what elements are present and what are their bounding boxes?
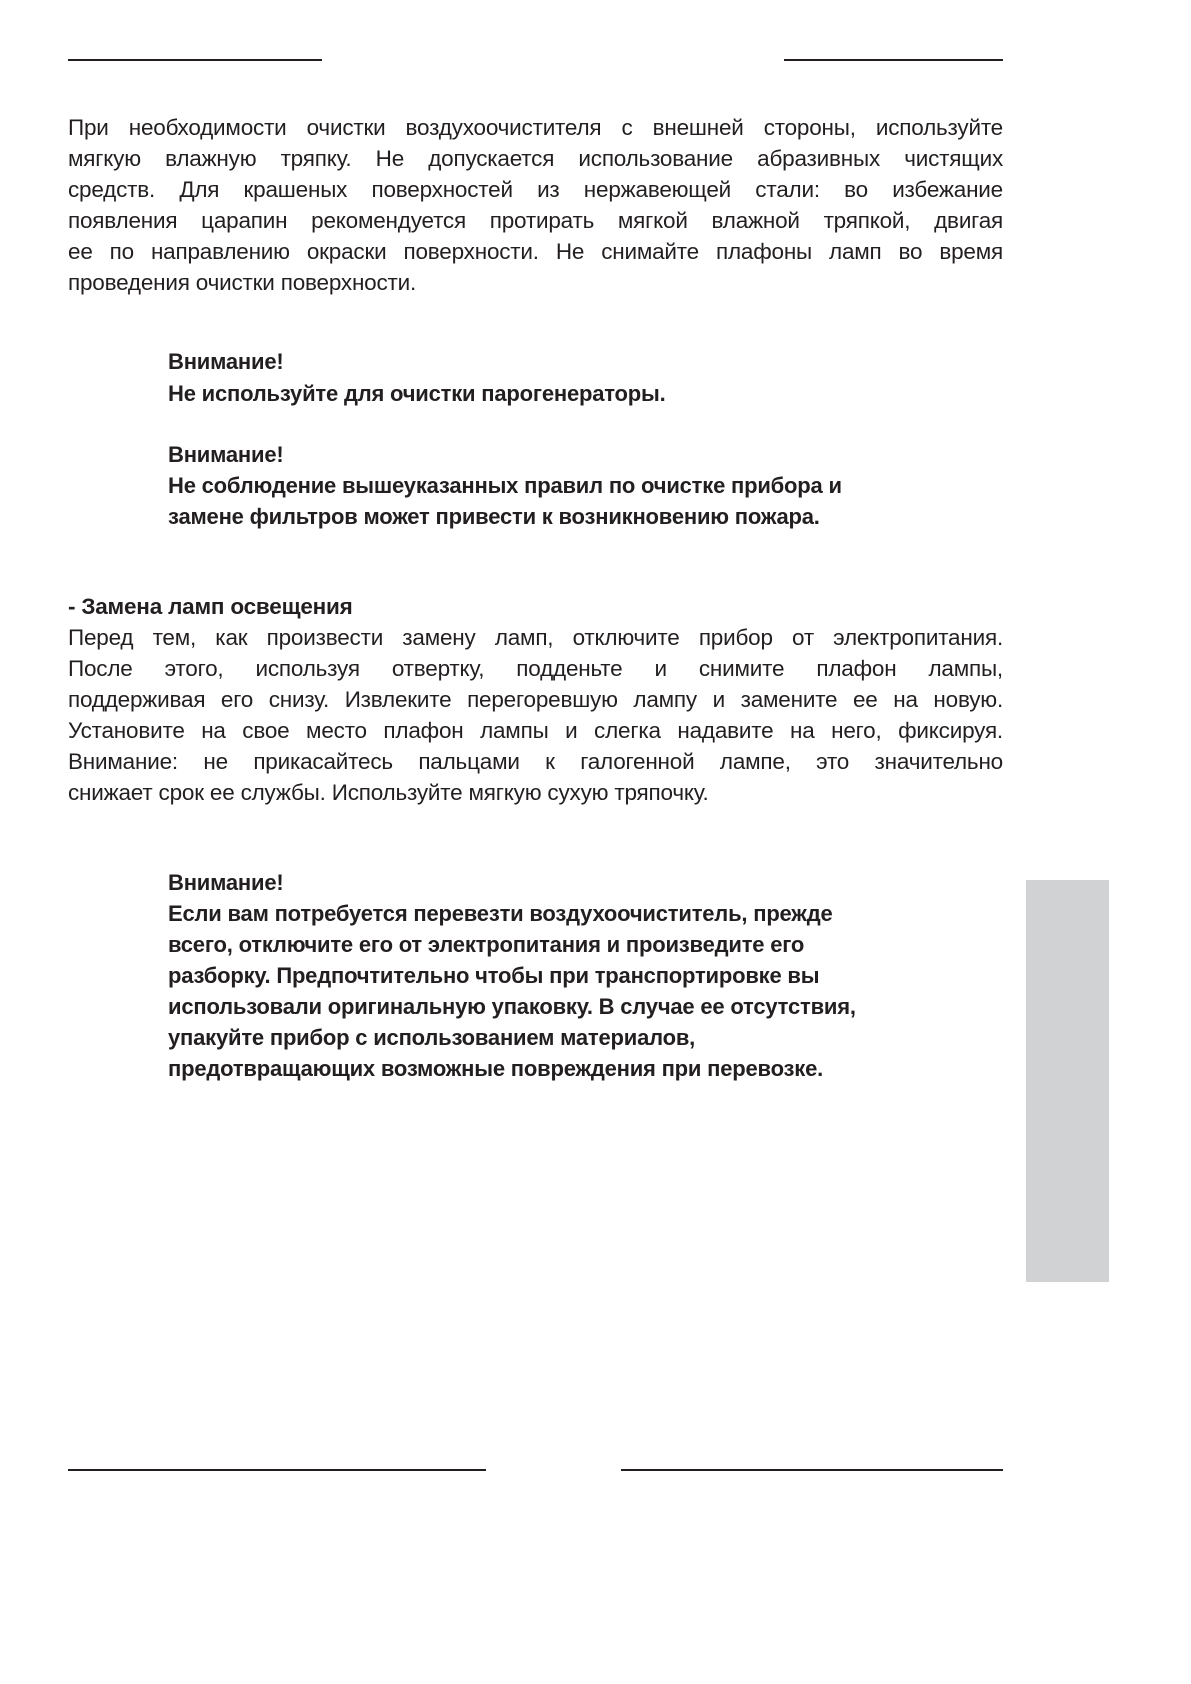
text-line: После этого, используя отвертку, подденьте и снимите плафон лампы, — [68, 656, 1003, 681]
warning-title: Внимание! — [168, 349, 284, 374]
text-line: появления царапин рекомендуется протирать мягкой влажной тряпкой, двигая — [68, 208, 1003, 233]
text-line: ее по направлению окраски поверхности. Не снимайте плафоны ламп во время — [68, 239, 1003, 264]
header-rule-right — [784, 59, 1003, 61]
footer-rule-left — [68, 1469, 486, 1471]
text-line: поддерживая его снизу. Извлеките перегоревшую лампу и замените ее на новую. — [68, 687, 1003, 712]
text-line: Перед тем, как произвести замену ламп, отключите прибор от электропитания. — [68, 625, 1003, 650]
side-tab — [1026, 880, 1109, 1282]
footer-rule-right — [621, 1469, 1003, 1471]
warning-text: замене фильтров может привести к возникновению пожара. — [168, 504, 820, 529]
warning-title: Внимание! — [168, 870, 284, 895]
warning-text: разборку. Предпочтительно чтобы при транспортировке вы — [168, 963, 820, 988]
text-line: проведения очистки поверхности. — [68, 270, 417, 295]
text-line: Внимание: не прикасайтесь пальцами к галогенной лампе, это значительно — [68, 749, 1003, 774]
warning-text: упакуйте прибор с использованием материалов, — [168, 1025, 696, 1050]
warning-text: использовали оригинальную упаковку. В случае ее отсутствия, — [168, 994, 856, 1019]
warning-text: предотвращающих возможные повреждения при перевозке. — [168, 1056, 824, 1081]
warning-text: всего, отключите его от электропитания и произведите его — [168, 932, 805, 957]
header-rule-left — [68, 59, 322, 61]
warning-title: Внимание! — [168, 442, 284, 467]
warning-text: Не соблюдение вышеуказанных правил по очистке прибора и — [168, 473, 842, 498]
text-line: средств. Для крашеных поверхностей из нержавеющей стали: во избежание — [68, 177, 1003, 202]
text-line: мягкую влажную тряпку. Не допускается использование абразивных чистящих — [68, 146, 1003, 171]
text-line: снижает срок ее службы. Используйте мягкую сухую тряпочку. — [68, 780, 709, 805]
warning-text: Не используйте для очистки парогенераторы. — [168, 381, 666, 406]
section-heading: - Замена ламп освещения — [68, 594, 353, 619]
text-line: Установите на свое место плафон лампы и слегка надавите на него, фиксируя. — [68, 718, 1003, 743]
text-line: При необходимости очистки воздухоочистителя с внешней стороны, используйте — [68, 115, 1003, 140]
warning-text: Если вам потребуется перевезти воздухоочиститель, прежде — [168, 901, 833, 926]
